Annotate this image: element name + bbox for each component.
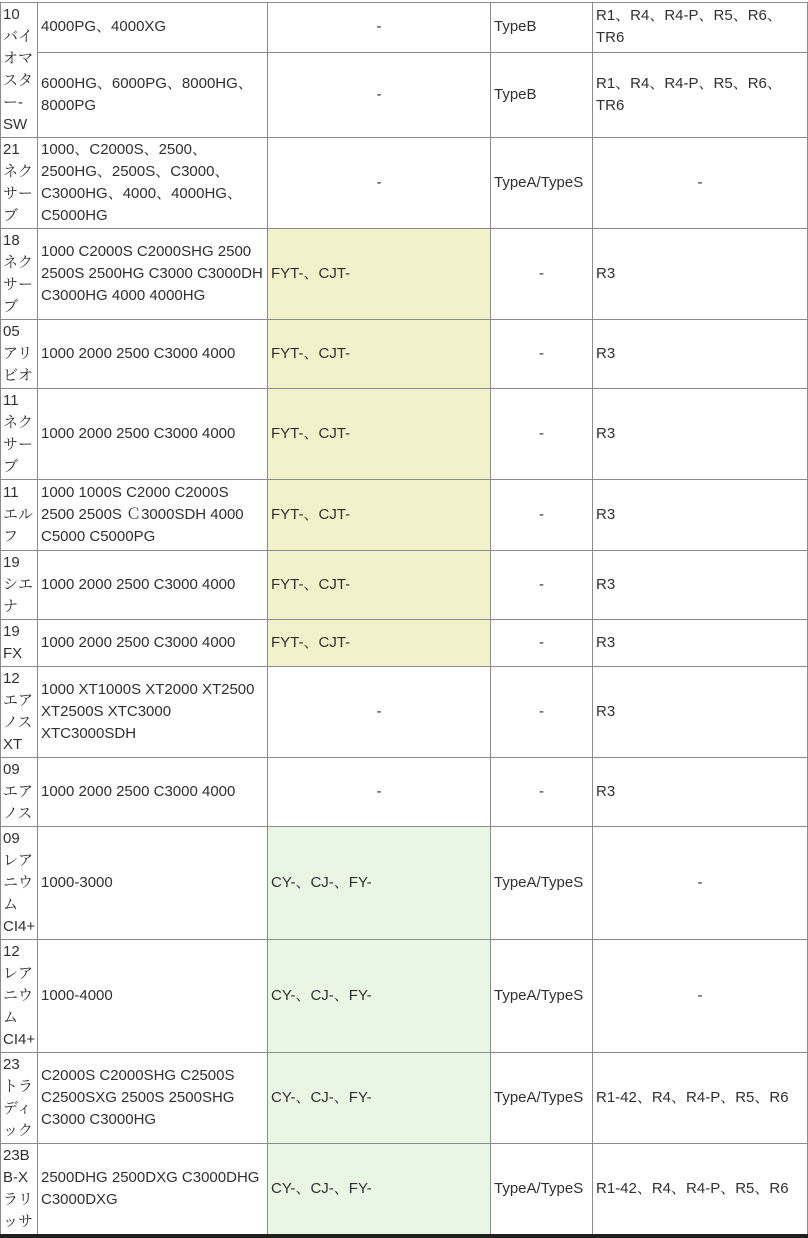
code-cell: FYT-、CJT-	[268, 620, 491, 667]
rotor-cell: R3	[593, 758, 808, 827]
code-cell: FYT-、CJT-	[268, 480, 491, 551]
models-cell: 1000-3000	[38, 827, 268, 940]
type-cell: TypeA/TypeS	[491, 138, 593, 229]
rotor-cell: R3	[593, 320, 808, 389]
models-cell: 1000 XT1000S XT2000 XT2500 XT2500S XTC3000 XTC3000SDH	[38, 667, 268, 758]
compatibility-table	[0, 2, 808, 1238]
type-cell: -	[491, 551, 593, 620]
type-cell: TypeA/TypeS	[491, 1144, 593, 1237]
series-cell: 09 レアニウム CI4+	[1, 827, 38, 940]
code-cell: CY-、CJ-、FY-	[268, 1053, 491, 1144]
table-row	[1, 667, 808, 758]
models-cell: 1000、C2000S、2500、2500HG、2500S、C3000、C3000HG、4000、4000HG、C5000HG	[38, 138, 268, 229]
table-row	[1, 3, 808, 53]
rotor-cell: -	[593, 138, 808, 229]
code-cell: FYT-、CJT-	[268, 389, 491, 480]
table-row	[1, 52, 808, 137]
models-cell: 1000 2000 2500 C3000 4000	[38, 551, 268, 620]
table-row	[1, 389, 808, 480]
type-cell: -	[491, 389, 593, 480]
series-cell: 19 FX	[1, 620, 38, 667]
table-row	[1, 229, 808, 320]
series-cell: 23 トラディック	[1, 1053, 38, 1144]
series-cell: 21 ネクサーブ	[1, 138, 38, 229]
code-cell: CY-、CJ-、FY-	[268, 827, 491, 940]
models-cell: C2000S C2000SHG C2500S C2500SXG 2500S 2500SHG C3000 C3000HG	[38, 1053, 268, 1144]
table-row	[1, 551, 808, 620]
models-cell: 1000 2000 2500 C3000 4000	[38, 320, 268, 389]
table-row	[1, 620, 808, 667]
type-cell: TypeB	[491, 3, 593, 53]
models-cell: 4000PG、4000XG	[38, 3, 268, 53]
rotor-cell: R1-42、R4、R4-P、R5、R6	[593, 1144, 808, 1237]
rotor-cell: R1、R4、R4-P、R5、R6、TR6	[593, 3, 808, 53]
series-cell: 18 ネクサーブ	[1, 229, 38, 320]
table-row	[1, 138, 808, 229]
type-cell: -	[491, 667, 593, 758]
series-cell: 23BB-X ラリッサ	[1, 1144, 38, 1237]
rotor-cell: R3	[593, 480, 808, 551]
models-cell: 1000 2000 2500 C3000 4000	[38, 389, 268, 480]
series-cell: 19 シエナ	[1, 551, 38, 620]
type-cell: -	[491, 758, 593, 827]
series-cell: 12 レアニウム CI4+	[1, 940, 38, 1053]
code-cell: -	[268, 758, 491, 827]
series-cell: 10 バイオマスター-SW	[1, 3, 38, 138]
rotor-cell: R3	[593, 551, 808, 620]
type-cell: -	[491, 229, 593, 320]
models-cell: 1000 2000 2500 C3000 4000	[38, 758, 268, 827]
rotor-cell: R1-42、R4、R4-P、R5、R6	[593, 1053, 808, 1144]
table-row	[1, 480, 808, 551]
rotor-cell: R3	[593, 667, 808, 758]
series-cell: 09 エアノス	[1, 758, 38, 827]
table-row	[1, 1053, 808, 1144]
code-cell: CY-、CJ-、FY-	[268, 940, 491, 1053]
code-cell: CY-、CJ-、FY-	[268, 1144, 491, 1237]
models-cell: 1000 2000 2500 C3000 4000	[38, 620, 268, 667]
series-cell: 05 アリビオ	[1, 320, 38, 389]
table-row	[1, 758, 808, 827]
table-row	[1, 1144, 808, 1237]
code-cell: -	[268, 667, 491, 758]
rotor-cell: -	[593, 940, 808, 1053]
table-row	[1, 827, 808, 940]
type-cell: -	[491, 620, 593, 667]
type-cell: TypeB	[491, 52, 593, 137]
type-cell: TypeA/TypeS	[491, 1053, 593, 1144]
models-cell: 2500DHG 2500DXG C3000DHG C3000DXG	[38, 1144, 268, 1237]
table-row	[1, 320, 808, 389]
code-cell: -	[268, 138, 491, 229]
code-cell: FYT-、CJT-	[268, 320, 491, 389]
models-cell: 1000 1000S C2000 C2000S 2500 2500S Ｃ3000SDH 4000 C5000 C5000PG	[38, 480, 268, 551]
code-cell: -	[268, 3, 491, 53]
type-cell: TypeA/TypeS	[491, 940, 593, 1053]
code-cell: FYT-、CJT-	[268, 229, 491, 320]
models-cell: 6000HG、6000PG、8000HG、8000PG	[38, 52, 268, 137]
series-cell: 11 ネクサーブ	[1, 389, 38, 480]
code-cell: FYT-、CJT-	[268, 551, 491, 620]
type-cell: TypeA/TypeS	[491, 827, 593, 940]
rotor-cell: R3	[593, 389, 808, 480]
type-cell: -	[491, 320, 593, 389]
models-cell: 1000 C2000S C2000SHG 2500 2500S 2500HG C3000 C3000DH C3000HG 4000 4000HG	[38, 229, 268, 320]
type-cell: -	[491, 480, 593, 551]
rotor-cell: R1、R4、R4-P、R5、R6、TR6	[593, 52, 808, 137]
code-cell: -	[268, 52, 491, 137]
series-cell: 11 エルフ	[1, 480, 38, 551]
table-row	[1, 940, 808, 1053]
series-cell: 12 エアノス XT	[1, 667, 38, 758]
rotor-cell: R3	[593, 620, 808, 667]
rotor-cell: -	[593, 827, 808, 940]
models-cell: 1000-4000	[38, 940, 268, 1053]
rotor-cell: R3	[593, 229, 808, 320]
